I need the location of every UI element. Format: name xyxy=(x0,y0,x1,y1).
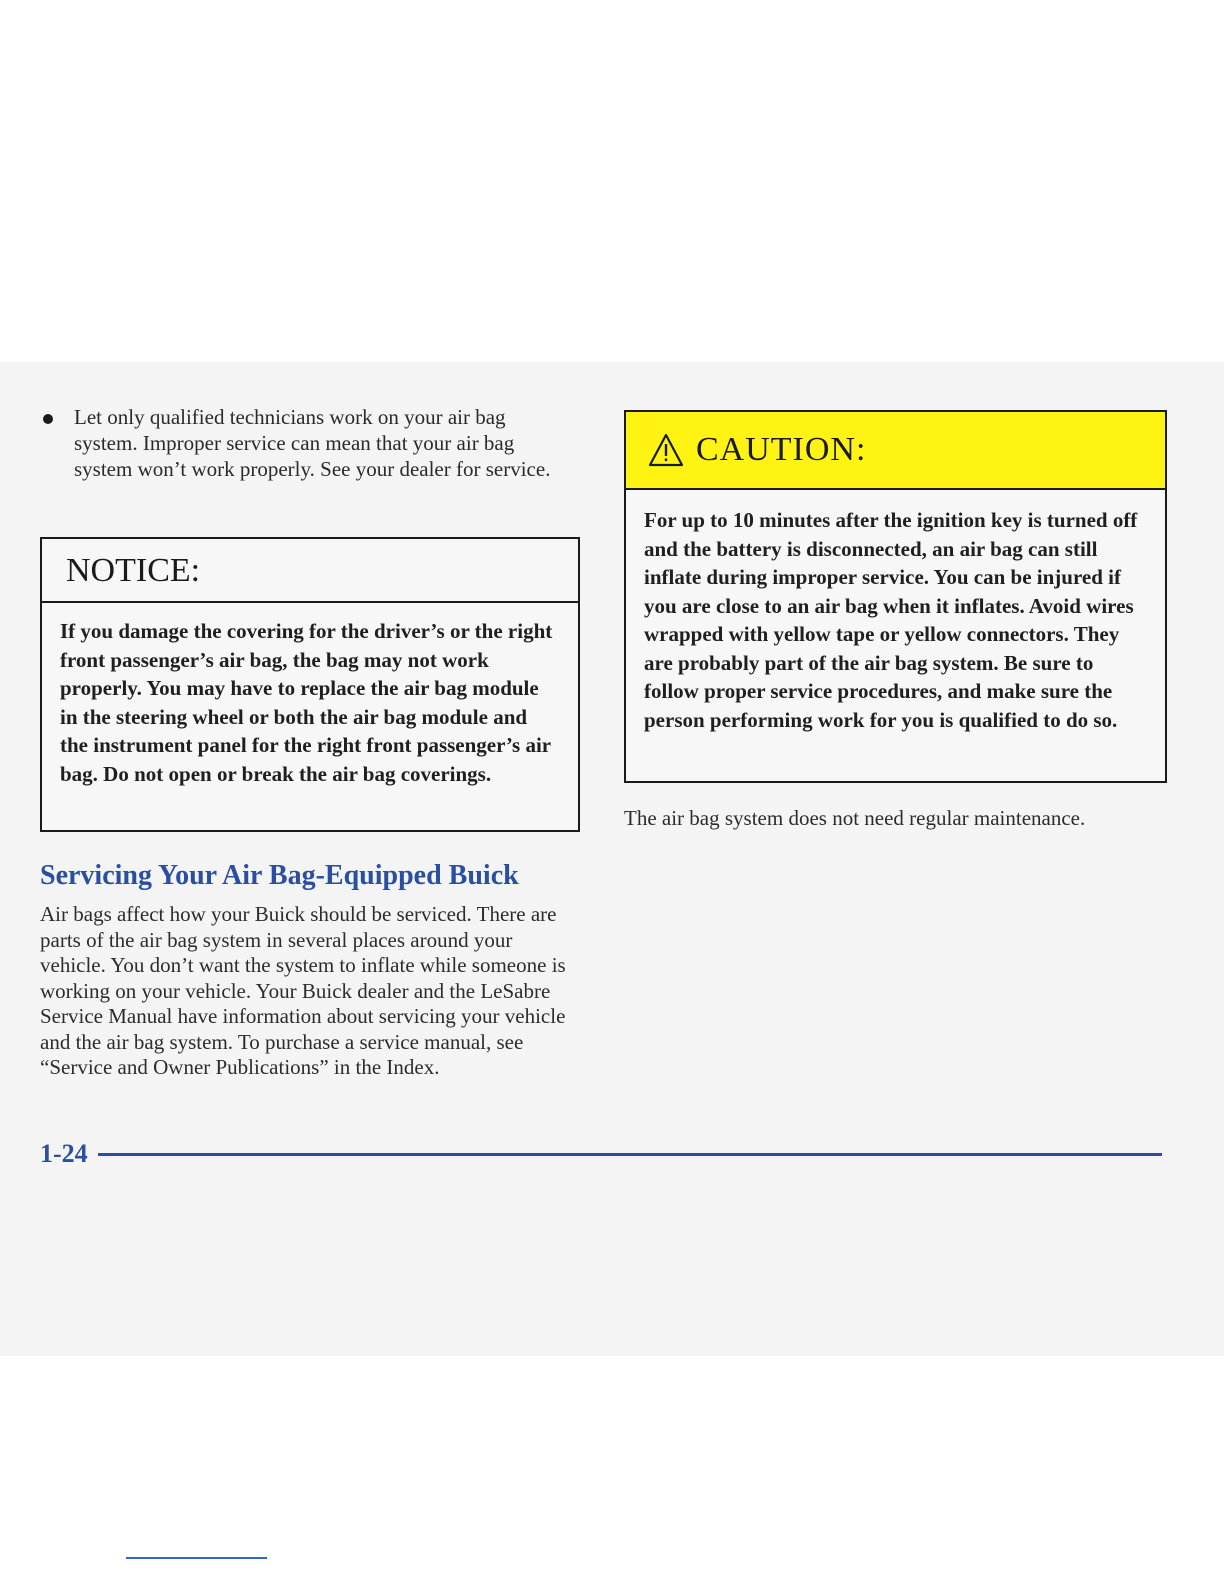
page-footer xyxy=(40,1136,1162,1172)
caution-title: CAUTION: xyxy=(696,431,867,468)
notice-box xyxy=(40,537,580,832)
warning-triangle-icon xyxy=(648,433,684,467)
bullet-text: Let only qualified technicians work on your air bag system. Improper service can mean that your air bag system won’t work properly. See your dealer for service. xyxy=(74,405,551,481)
section-body: Air bags affect how your Buick should be serviced. There are parts of the air bag system in several places around your vehicle. You don’t want the system to inflate while someone is working on your vehicle. Your Buick dealer and the LeSabre Service Manual have information about servicing your vehicle and the air bag system. To purchase a service manual, see “Service and Owner Publications” in the Index. xyxy=(40,902,566,1079)
notice-body: If you damage the covering for the driver’s or the right front passenger’s air bag, the bag may not work properly. You may have to replace the air bag module in the steering wheel or both the air bag module and the instrument panel for the right front passenger’s air bag. Do not open or break the air bag coverings. xyxy=(60,619,553,786)
bullet-item xyxy=(40,404,574,482)
left-column xyxy=(40,404,585,1079)
caution-body: For up to 10 minutes after the ignition key is turned off and the battery is disconnected, an air bag can still inflate during improper service. You can be injured if you are close to an air bag when it inflates. Avoid wires wrapped with yellow tape or yellow connectors. They are probably part of the air bag system. Be sure to follow proper service procedures, and make sure the person performing work for you is qualified to do so. xyxy=(644,508,1138,732)
page-number: 1-24 xyxy=(40,1139,88,1168)
notice-title: NOTICE: xyxy=(42,539,578,603)
caution-header xyxy=(626,412,1165,490)
bottom-link-underline[interactable] xyxy=(126,1557,267,1559)
bullet-icon xyxy=(43,414,53,424)
footer-rule xyxy=(98,1153,1162,1156)
section-title: Servicing Your Air Bag-Equipped Buick xyxy=(40,860,519,891)
caution-box xyxy=(624,410,1167,783)
maintenance-note: The air bag system does not need regular maintenance. xyxy=(624,806,1086,830)
